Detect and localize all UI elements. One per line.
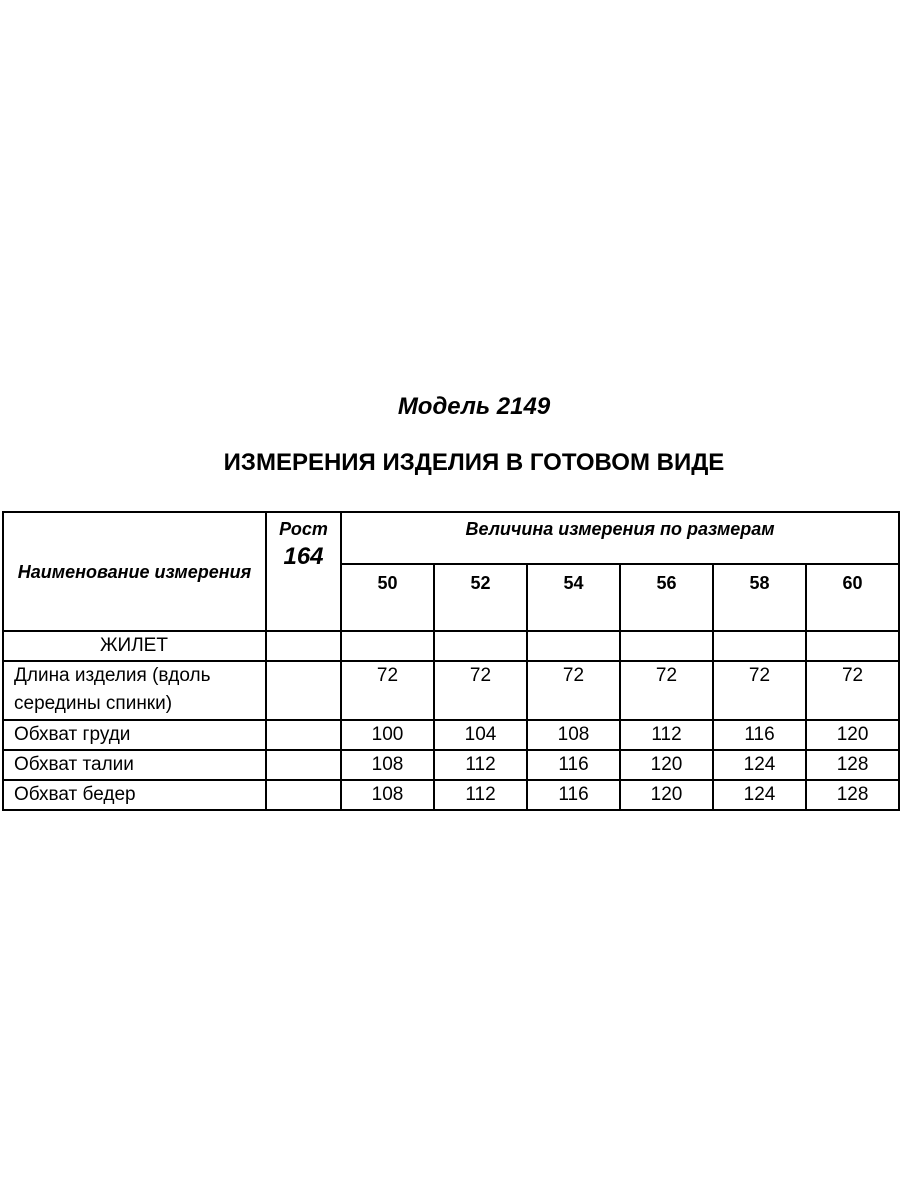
table-cell: 124 bbox=[713, 750, 806, 780]
table-cell: 72 bbox=[341, 661, 434, 720]
table-cell: 128 bbox=[806, 780, 899, 810]
table-cell bbox=[341, 631, 434, 661]
measurement-name: Обхват бедер bbox=[3, 780, 266, 810]
growth-value: 164 bbox=[283, 543, 324, 570]
measurement-name-header: Наименование измерения bbox=[3, 512, 266, 631]
table-cell: 120 bbox=[806, 720, 899, 750]
table-cell: 108 bbox=[341, 750, 434, 780]
table-cell: 72 bbox=[527, 661, 620, 720]
table-cell: 116 bbox=[713, 720, 806, 750]
growth-cell bbox=[266, 661, 341, 720]
page-title: ИЗМЕРЕНИЯ ИЗДЕЛИЯ В ГОТОВОМ ВИДЕ bbox=[223, 449, 725, 476]
table-cell: 104 bbox=[434, 720, 527, 750]
table-row bbox=[3, 780, 899, 810]
table-cell: 72 bbox=[620, 661, 713, 720]
growth-cell bbox=[266, 720, 341, 750]
measurement-name: Длина изделия (вдоль середины спинки) bbox=[3, 661, 266, 720]
growth-header bbox=[266, 512, 341, 631]
table-cell: 72 bbox=[713, 661, 806, 720]
table-cell: 112 bbox=[434, 780, 527, 810]
table-cell bbox=[266, 631, 341, 661]
growth-cell bbox=[266, 750, 341, 780]
table-row bbox=[3, 750, 899, 780]
growth-cell bbox=[266, 780, 341, 810]
table-cell: 120 bbox=[620, 780, 713, 810]
size-header: 52 bbox=[434, 564, 527, 631]
size-header: 58 bbox=[713, 564, 806, 631]
section-label: ЖИЛЕТ bbox=[3, 631, 266, 661]
measurement-name: Обхват талии bbox=[3, 750, 266, 780]
table-cell bbox=[527, 631, 620, 661]
size-header: 54 bbox=[527, 564, 620, 631]
section-row bbox=[3, 631, 899, 661]
table-cell: 112 bbox=[434, 750, 527, 780]
table-cell: 120 bbox=[620, 750, 713, 780]
table-cell: 108 bbox=[341, 780, 434, 810]
table-cell: 116 bbox=[527, 750, 620, 780]
table-cell: 72 bbox=[434, 661, 527, 720]
table-cell: 124 bbox=[713, 780, 806, 810]
size-header: 60 bbox=[806, 564, 899, 631]
measurements-table bbox=[2, 511, 900, 811]
table-cell: 72 bbox=[806, 661, 899, 720]
table-row bbox=[3, 661, 899, 720]
table-cell: 128 bbox=[806, 750, 899, 780]
table-cell: 100 bbox=[341, 720, 434, 750]
table-cell bbox=[806, 631, 899, 661]
model-title: Модель 2149 bbox=[397, 393, 551, 420]
size-header: 56 bbox=[620, 564, 713, 631]
table-cell: 108 bbox=[527, 720, 620, 750]
sizes-group-header: Величина измерения по размерам bbox=[341, 512, 899, 564]
table-row bbox=[3, 720, 899, 750]
table-cell bbox=[434, 631, 527, 661]
growth-label: Рост bbox=[279, 519, 328, 539]
table-cell: 112 bbox=[620, 720, 713, 750]
table-cell bbox=[713, 631, 806, 661]
table-cell: 116 bbox=[527, 780, 620, 810]
size-header: 50 bbox=[341, 564, 434, 631]
table-cell bbox=[620, 631, 713, 661]
measurement-name: Обхват груди bbox=[3, 720, 266, 750]
